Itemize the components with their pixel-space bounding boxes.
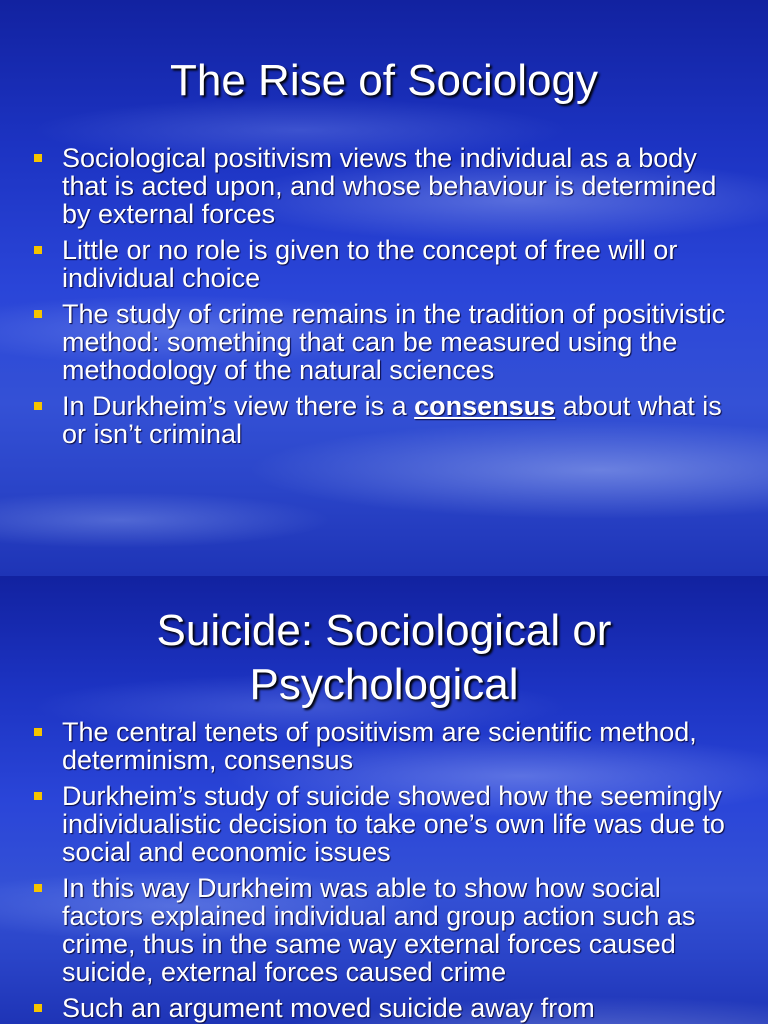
square-bullet-icon — [34, 402, 42, 410]
square-bullet-icon — [34, 884, 42, 892]
square-bullet-icon — [34, 310, 42, 318]
bullet-item — [34, 236, 734, 292]
bullet-text-after: about what is or isn’t criminal — [62, 391, 722, 449]
bullet-item — [34, 300, 734, 384]
slide-title-line-2: Psychological — [249, 660, 519, 709]
slide-suicide — [0, 576, 768, 1024]
slide-title: The Rise of Sociology — [170, 56, 598, 105]
slide-title-line-1: Suicide: Sociological or — [156, 606, 612, 655]
bullet-item — [34, 144, 734, 228]
slide-title — [0, 604, 768, 712]
bullet-text: Such an argument moved suicide away from — [62, 993, 595, 1023]
square-bullet-icon — [34, 154, 42, 162]
bullet-text: The study of crime remains in the tradition of positivistic method: something that can be measured using the methodology of the natural sciences — [62, 299, 726, 385]
bullet-item — [34, 994, 734, 1022]
bullet-text: Durkheim’s study of suicide showed how the seemingly individualistic decision to take one’s own life was due to social and economic issues — [62, 781, 725, 867]
square-bullet-icon — [34, 792, 42, 800]
bullet-list — [34, 144, 734, 456]
bullet-text: Sociological positivism views the individual as a body that is acted upon, and whose behaviour is determined by external forces — [62, 143, 717, 229]
bullet-item — [34, 718, 734, 774]
bullet-text: The central tenets of positivism are scientific method, determinism, consensus — [62, 717, 697, 775]
bullet-text: Little or no role is given to the concept of free will or individual choice — [62, 235, 678, 293]
square-bullet-icon — [34, 728, 42, 736]
bullet-item — [34, 874, 734, 986]
bullet-text: In this way Durkheim was able to show how social factors explained individual and group action such as crime, thus in the same way external forces caused suicide, external forces caused crime — [62, 873, 696, 987]
bullet-list — [34, 718, 734, 1024]
bullet-text-before: In Durkheim’s view there is a — [62, 391, 415, 421]
bullet-item — [34, 782, 734, 866]
square-bullet-icon — [34, 246, 42, 254]
square-bullet-icon — [34, 1004, 42, 1012]
emphasized-term: consensus — [414, 391, 556, 421]
bullet-item — [34, 392, 734, 448]
